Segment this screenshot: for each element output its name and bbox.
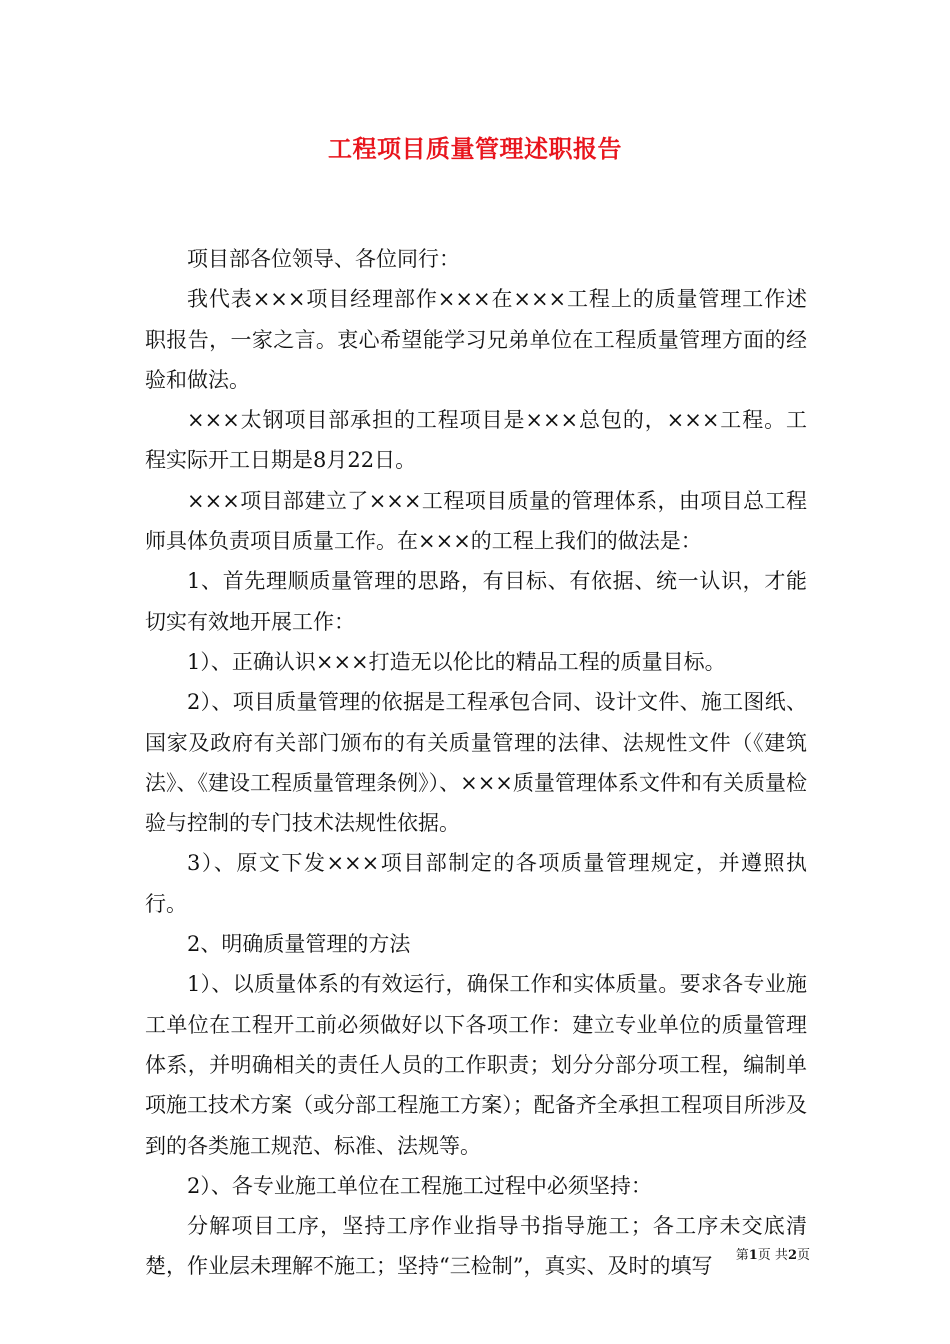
document-body (145, 239, 807, 1287)
paragraph: 我代表×××项目经理部作×××在×××工程上的质量管理工作述职报告，一家之言。衷心希望能学习兄弟单位在工程质量管理方面的经验和做法。 (145, 287, 807, 392)
footer-suffix: 页 (796, 1248, 810, 1263)
current-page-number: 1 (748, 1248, 758, 1263)
paragraph: ×××项目部建立了×××工程项目质量的管理体系，由项目总工程师具体负责项目质量工作。在×××的工程上我们的做法是： (145, 488, 807, 554)
paragraph: 2）、项目质量管理的依据是工程承包合同、设计文件、施工图纸、国家及政府有关部门颁布的有关质量管理的法律、法规性文件（《建筑法》、《建设工程质量管理条例》）、×××质量管理体系文件和有关质量检验与控制的专门技术法规性依据。 (145, 690, 807, 836)
paragraph: ×××太钢项目部承担的工程项目是×××总包的，×××工程。工程实际开工日期是8月22日。 (145, 408, 807, 473)
footer-prefix: 第 (735, 1248, 749, 1263)
paragraph: 2）、各专业施工单位在工程施工过程中必须坚持： (187, 1173, 652, 1198)
paragraph: 1）、正确认识×××打造无以伦比的精品工程的质量目标。 (187, 649, 726, 674)
total-page-count: 2 (787, 1248, 797, 1263)
paragraph: 3）、原文下发×××项目部制定的各项质量管理规定，并遵照执行。 (145, 851, 807, 916)
paragraph: 1、首先理顺质量管理的思路，有目标、有依据、统一认识，才能切实有效地开展工作： (145, 569, 807, 634)
paragraph-greeting: 项目部各位领导、各位同行： (187, 247, 460, 271)
paragraph: 分解项目工序，坚持工序作业指导书指导施工；各工序未交底清楚，作业层未理解不施工；坚持“三检制”，真实、及时的填写 (145, 1214, 807, 1279)
footer-middle: 页 共 (757, 1248, 788, 1263)
paragraph: 2、明确质量管理的方法 (187, 932, 411, 957)
page-number-footer (700, 1247, 810, 1265)
document-title: 工程项目质量管理述职报告 (328, 134, 622, 163)
paragraph: 1）、以质量体系的有效运行，确保工作和实体质量。要求各专业施工单位在工程开工前必须做好以下各项工作：建立专业单位的质量管理体系，并明确相关的责任人员的工作职责；划分分部分项工程，编制单项施工技术方案（或分部工程施工方案）；配备齐全承担工程项目所涉及到的各类施工规范、标准、法规等。 (145, 972, 807, 1158)
